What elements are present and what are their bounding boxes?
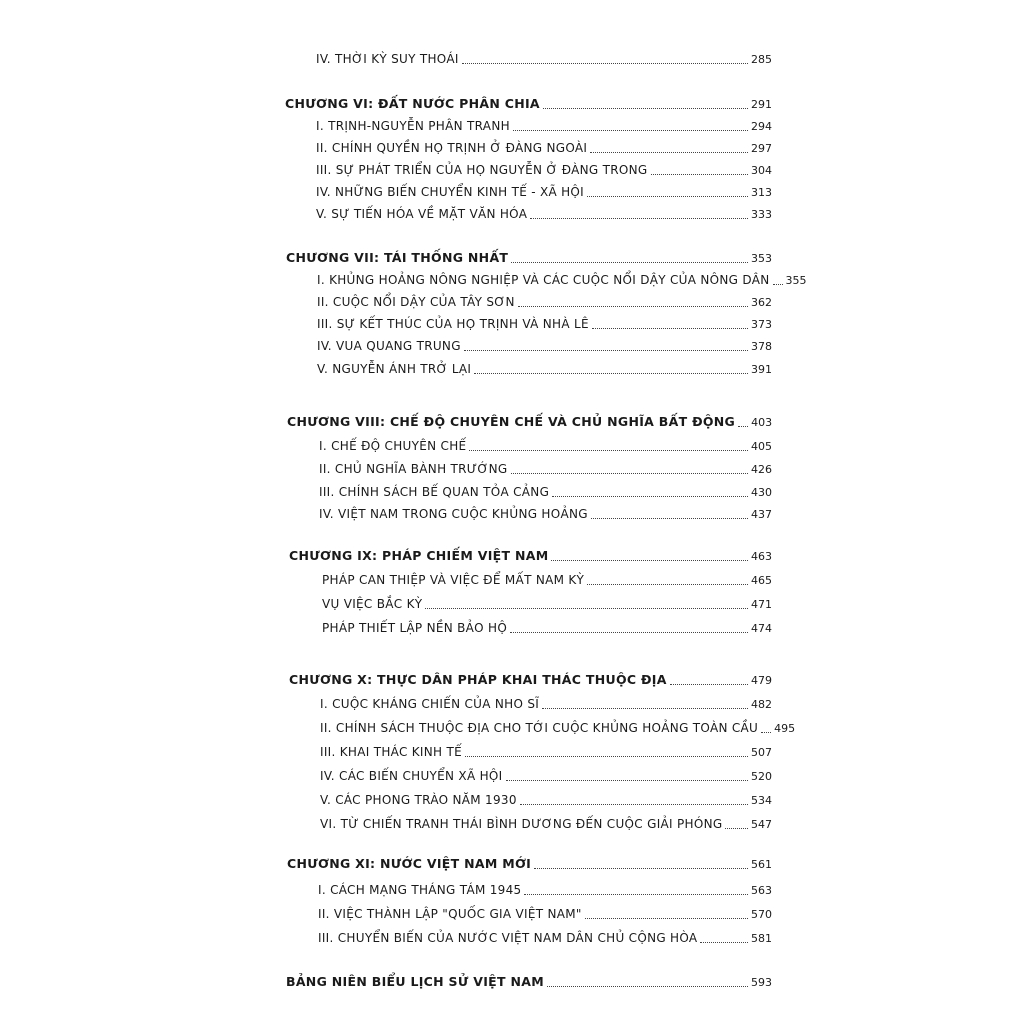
dot-leader — [585, 918, 748, 919]
toc-entry-title: I. CÁCH MẠNG THÁNG TÁM 1945 — [318, 883, 522, 897]
toc-entry-page: 426 — [751, 463, 772, 476]
toc-entry-title: I. KHỦNG HOẢNG NÔNG NGHIỆP VÀ CÁC CUỘC NỔI DẬY CỦA NÔNG DÂN — [317, 273, 770, 287]
toc-entry[interactable] — [316, 114, 772, 134]
dot-leader — [552, 496, 748, 497]
toc-entry-title: IV. NHỮNG BIẾN CHUYỂN KINH TẾ - XÃ HỘI — [316, 185, 584, 199]
toc-chapter-page: 353 — [751, 252, 772, 265]
toc-entry[interactable] — [319, 502, 772, 522]
toc-entry-title: II. CHỦ NGHĨA BÀNH TRƯỚNG — [319, 462, 508, 476]
toc-entry-page: 495 — [774, 722, 796, 735]
dot-leader — [542, 708, 748, 709]
toc-entry-page: 482 — [751, 698, 772, 711]
toc-chapter[interactable] — [285, 92, 772, 112]
toc-chapter[interactable] — [286, 970, 772, 990]
toc-entry-page: 294 — [751, 120, 772, 133]
dot-leader — [587, 196, 748, 197]
toc-entry[interactable] — [320, 740, 772, 760]
toc-entry[interactable] — [317, 334, 772, 354]
dot-leader — [520, 804, 748, 805]
toc-entry[interactable] — [317, 268, 807, 288]
toc-entry-title: IV. THỜI KỲ SUY THOÁI — [316, 52, 459, 66]
dot-leader — [670, 684, 748, 685]
dot-leader — [725, 828, 748, 829]
toc-entry-title: V. CÁC PHONG TRÀO NĂM 1930 — [320, 793, 517, 807]
toc-entry-title: V. SỰ TIẾN HÓA VỀ MẶT VĂN HÓA — [316, 207, 528, 221]
toc-entry-title: V. NGUYỄN ÁNH TRỞ LẠI — [317, 362, 472, 376]
toc-entry[interactable] — [318, 878, 772, 898]
toc-entry-page: 304 — [751, 164, 772, 177]
toc-entry[interactable] — [316, 180, 772, 200]
toc-entry-page: 378 — [751, 340, 772, 353]
toc-entry[interactable] — [322, 616, 772, 636]
toc-entry-page: 474 — [751, 622, 772, 635]
toc-entry-page: 534 — [751, 794, 772, 807]
toc-entry-page: 563 — [751, 884, 772, 897]
toc-entry-title: II. VIỆC THÀNH LẬP "QUỐC GIA VIỆT NAM" — [318, 907, 582, 921]
toc-entry-page: 471 — [751, 598, 772, 611]
dot-leader — [511, 262, 748, 263]
toc-entry[interactable] — [320, 812, 772, 832]
dot-leader — [592, 328, 748, 329]
toc-entry[interactable] — [318, 926, 772, 946]
toc-chapter-title: CHƯƠNG VIII: CHẾ ĐỘ CHUYÊN CHẾ VÀ CHỦ NGHĨA BẤT ĐỘNG — [287, 413, 736, 429]
dot-leader — [761, 732, 771, 733]
toc-entry-page: 285 — [751, 53, 772, 66]
toc-entry-title: I. TRỊNH-NGUYỄN PHÂN TRANH — [316, 119, 510, 133]
toc-entry[interactable] — [317, 312, 772, 332]
toc-entry-page: 547 — [751, 818, 772, 831]
toc-entry[interactable] — [319, 457, 772, 477]
toc-entry-title: III. SỰ PHÁT TRIỂN CỦA HỌ NGUYỄN Ở ĐÀNG TRONG — [316, 163, 648, 177]
toc-entry-page: 355 — [785, 274, 807, 287]
toc-entry[interactable] — [316, 202, 772, 222]
toc-entry[interactable] — [316, 47, 772, 67]
toc-entry-page: 437 — [751, 508, 772, 521]
toc-entry-title: VI. TỪ CHIẾN TRANH THÁI BÌNH DƯƠNG ĐẾN CUỘC GIẢI PHÓNG — [320, 817, 723, 831]
toc-chapter-title: CHƯƠNG X: THỰC DÂN PHÁP KHAI THÁC THUỘC ĐỊA — [289, 671, 667, 687]
dot-leader — [462, 63, 748, 64]
toc-entry[interactable] — [320, 764, 772, 784]
toc-entry-title: I. CHẾ ĐỘ CHUYÊN CHẾ — [319, 439, 467, 453]
toc-entry[interactable] — [322, 592, 772, 612]
toc-chapter-title: BẢNG NIÊN BIỂU LỊCH SỬ VIỆT NAM — [286, 973, 544, 989]
toc-entry[interactable] — [320, 692, 772, 712]
dot-leader — [464, 350, 748, 351]
toc-entry-title: PHÁP CAN THIỆP VÀ VIỆC ĐỂ MẤT NAM KỲ — [322, 573, 585, 587]
toc-entry-page: 313 — [751, 186, 772, 199]
toc-entry-title: III. SỰ KẾT THÚC CỦA HỌ TRỊNH VÀ NHÀ LÊ — [317, 317, 589, 331]
toc-chapter-title: CHƯƠNG VI: ĐẤT NƯỚC PHÂN CHIA — [285, 95, 540, 111]
toc-chapter-page: 403 — [751, 416, 773, 429]
dot-leader — [513, 130, 748, 131]
toc-entry[interactable] — [317, 290, 772, 310]
toc-entry-title: PHÁP THIẾT LẬP NỀN BẢO HỘ — [322, 621, 508, 635]
dot-leader — [543, 108, 748, 109]
toc-entry-title: IV. VIỆT NAM TRONG CUỘC KHỦNG HOẢNG — [319, 507, 588, 521]
toc-entry-page: 465 — [751, 574, 772, 587]
toc-chapter-page: 561 — [751, 858, 772, 871]
dot-leader — [534, 868, 748, 869]
toc-chapter-title: CHƯƠNG XI: NƯỚC VIỆT NAM MỚI — [287, 855, 532, 871]
toc-chapter-page: 463 — [751, 550, 772, 563]
dot-leader — [474, 373, 748, 374]
toc-entry[interactable] — [319, 480, 772, 500]
dot-leader — [425, 608, 748, 609]
toc-entry-title: IV. VUA QUANG TRUNG — [317, 339, 461, 353]
toc-entry[interactable] — [320, 788, 772, 808]
toc-entry-page: 520 — [751, 770, 772, 783]
toc-chapter-page: 593 — [751, 976, 772, 989]
dot-leader — [773, 284, 783, 285]
toc-entry-title: VỤ VIỆC BẮC KỲ — [322, 597, 423, 611]
dot-leader — [524, 894, 748, 895]
toc-entry-page: 507 — [751, 746, 772, 759]
toc-entry-page: 405 — [751, 440, 772, 453]
dot-leader — [591, 518, 748, 519]
dot-leader — [465, 756, 748, 757]
toc-chapter-page: 291 — [751, 98, 772, 111]
toc-entry-page: 362 — [751, 296, 772, 309]
toc-entry-title: III. CHÍNH SÁCH BẾ QUAN TỎA CẢNG — [319, 485, 550, 499]
dot-leader — [510, 632, 748, 633]
dot-leader — [651, 174, 748, 175]
dot-leader — [587, 584, 748, 585]
toc-entry-page: 570 — [751, 908, 772, 921]
toc-entry-title: II. CHÍNH SÁCH THUỘC ĐỊA CHO TỚI CUỘC KHỦNG HOẢNG TOÀN CẦU — [320, 721, 759, 735]
toc-chapter[interactable] — [289, 544, 772, 564]
dot-leader — [551, 560, 748, 561]
toc-entry-page: 391 — [751, 363, 772, 376]
toc-entry[interactable] — [319, 434, 772, 454]
toc-entry[interactable] — [317, 357, 772, 377]
dot-leader — [469, 450, 748, 451]
toc-entry-title: IV. CÁC BIẾN CHUYỂN XÃ HỘI — [320, 769, 503, 783]
toc-chapter-page: 479 — [751, 674, 772, 687]
dot-leader — [738, 426, 748, 427]
dot-leader — [590, 152, 748, 153]
toc-entry-page: 333 — [751, 208, 772, 221]
toc-entry-page: 373 — [751, 318, 772, 331]
toc-entry[interactable] — [322, 568, 772, 588]
toc-chapter[interactable] — [287, 852, 772, 872]
toc-entry[interactable] — [316, 136, 772, 156]
toc-chapter[interactable] — [286, 246, 772, 266]
toc-entry-page: 430 — [751, 486, 772, 499]
toc-entry-page: 581 — [751, 932, 772, 945]
toc-chapter-title: CHƯƠNG IX: PHÁP CHIẾM VIỆT NAM — [289, 547, 549, 563]
dot-leader — [547, 986, 748, 987]
dot-leader — [518, 306, 748, 307]
toc-entry[interactable] — [320, 716, 796, 736]
dot-leader — [700, 942, 748, 943]
dot-leader — [530, 218, 748, 219]
toc-entry[interactable] — [318, 902, 772, 922]
toc-chapter[interactable] — [289, 668, 772, 688]
toc-entry-page: 297 — [751, 142, 772, 155]
toc-entry-title: I. CUỘC KHÁNG CHIẾN CỦA NHO SĨ — [320, 697, 540, 711]
toc-chapter-title: CHƯƠNG VII: TÁI THỐNG NHẤT — [286, 249, 509, 265]
dot-leader — [506, 780, 749, 781]
toc-entry-title: III. CHUYỂN BIẾN CỦA NƯỚC VIỆT NAM DÂN CHỦ CỘNG HÒA — [318, 931, 698, 945]
toc-entry-title: II. CUỘC NỔI DẬY CỦA TÂY SƠN — [317, 295, 515, 309]
toc-chapter[interactable] — [287, 410, 772, 430]
toc-entry[interactable] — [316, 158, 772, 178]
dot-leader — [511, 473, 748, 474]
toc-entry-title: III. KHAI THÁC KINH TẾ — [320, 745, 462, 759]
toc-entry-title: II. CHÍNH QUYỀN HỌ TRỊNH Ở ĐÀNG NGOÀI — [316, 141, 588, 155]
